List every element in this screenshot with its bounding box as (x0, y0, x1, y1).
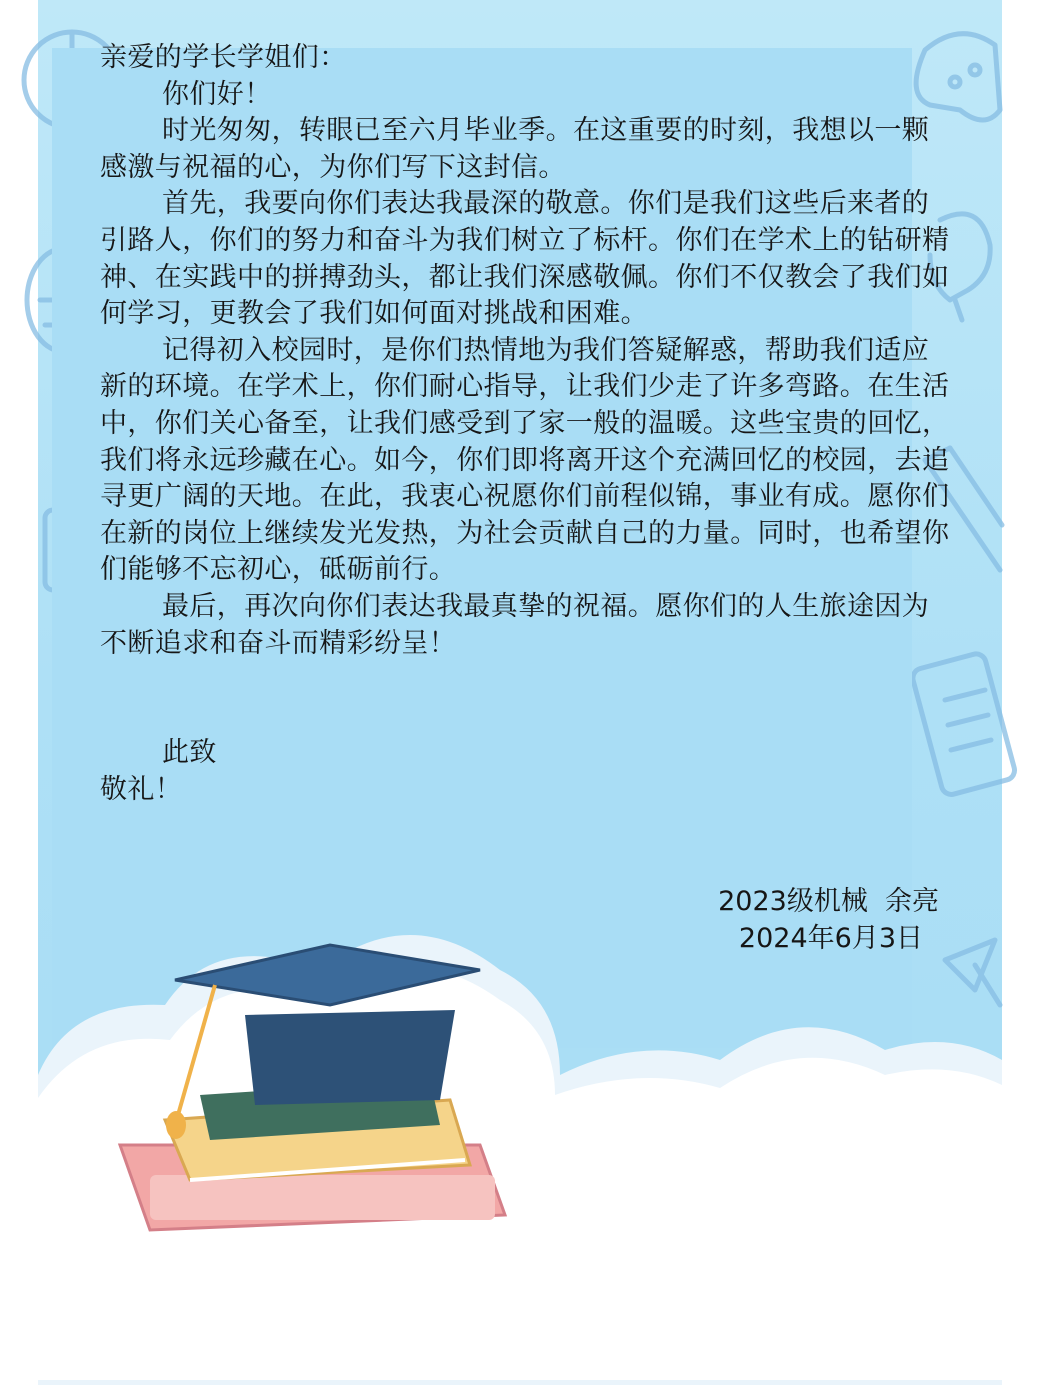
signature-block (718, 884, 939, 957)
signature: 2023级机械 余亮 (718, 886, 939, 917)
paragraph-3: 记得初入校园时，是你们热情地为我们答疑解惑，帮助我们适应新的环境。在学术上，你们耐心指导，让我们少走了许多弯路。在生活中，你们关心备至，让我们感受到了家一般的温暖。这些宝贵的回忆，我们将永远珍藏在心。如今，你们即将离开这个充满回忆的校园，去追寻更广阔的天地。在此，我衷心祝愿你们前程似锦，事业有成。愿你们在新的岗位上继续发光发热，为社会贡献自己的力量。同时，也希望你们能够不忘初心，砥砺前行。 (100, 334, 950, 586)
salutation: 亲爱的学长学姐们： (100, 42, 347, 73)
greeting: 你们好！ (162, 78, 272, 110)
paragraph-1: 时光匆匆，转眼已至六月毕业季。在这重要的时刻，我想以一颗感激与祝福的心，为你们写下这封信。 (100, 115, 930, 183)
closing-line-1: 此致 (162, 737, 217, 769)
letter-date: 2024年6月3日 (738, 922, 923, 954)
closing-line-2: 敬礼！ (100, 773, 183, 805)
letter-body (100, 40, 950, 808)
paragraph-2: 首先，我要向你们表达我最深的敬意。你们是我们这些后来者的引路人，你们的努力和奋斗为我们树立了标杆。你们在学术上的钻研精神、在实践中的拼搏劲头，都让我们深感敬佩。你们不仅教会了我们如何学习，更教会了我们如何面对挑战和困难。 (100, 188, 950, 330)
paragraph-4: 最后，再次向你们表达我最真挚的祝福。愿你们的人生旅途因为不断追求和奋斗而精彩纷呈！ (100, 590, 930, 659)
